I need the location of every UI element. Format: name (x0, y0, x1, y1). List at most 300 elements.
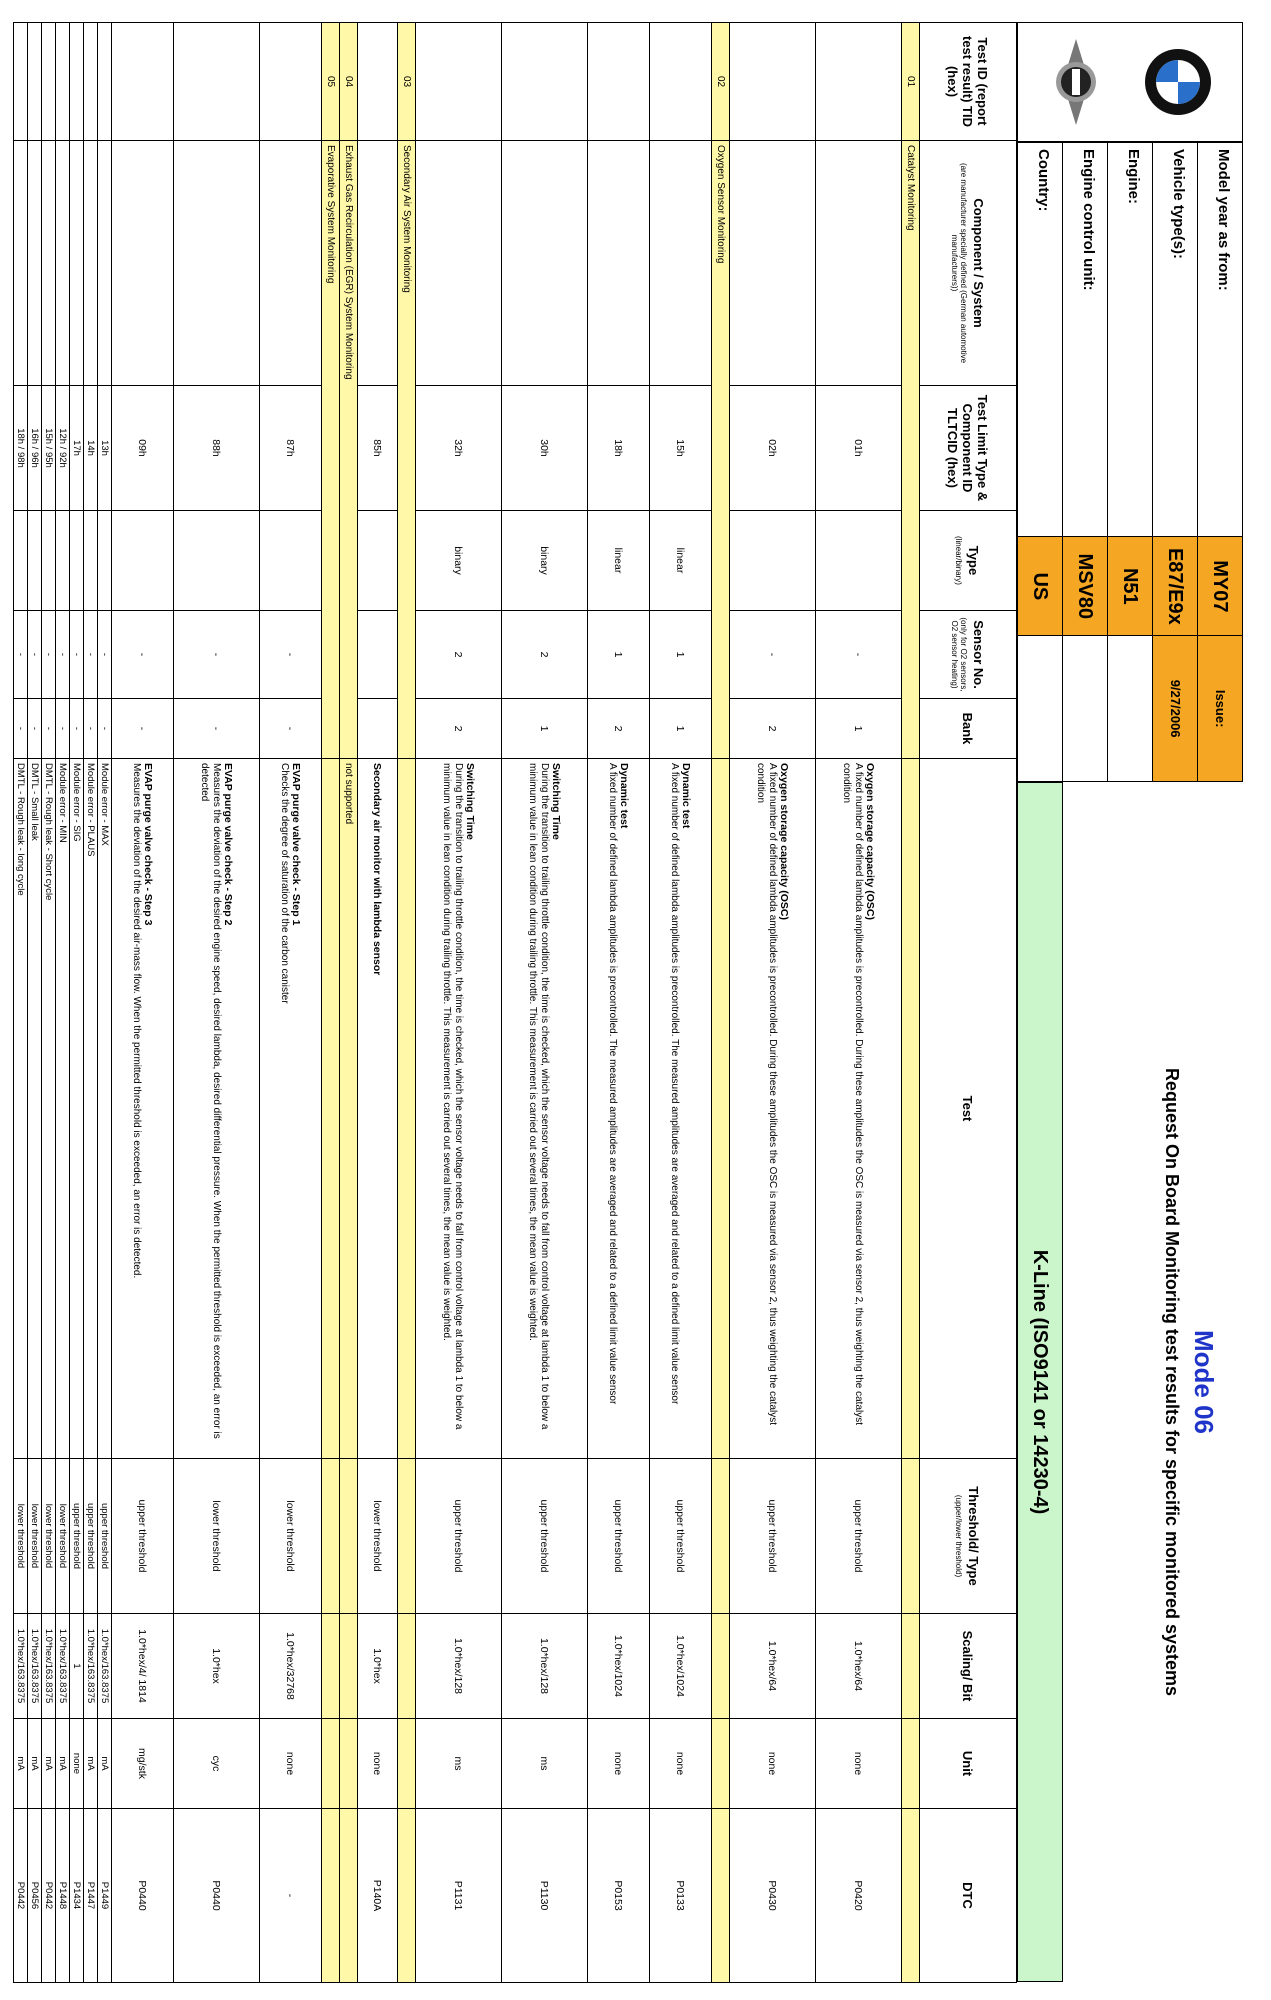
threshold-cell: upper threshold (84, 1459, 98, 1614)
unit-cell: none (588, 1719, 650, 1809)
column-header-label: Test (960, 1095, 976, 1122)
sensor-cell: - (112, 611, 174, 699)
empty-cell (358, 23, 398, 141)
empty-cell (502, 141, 588, 386)
test-description: During the transition to trailing throttle condition, the time is checked, which the sensor voltage needs to fall from control voltage at lambda 1 to below a minimum value in lean condition during trailing throttle. This measurement is carried out several times, the mean value is weighted. (441, 763, 465, 1430)
sensor-cell: 2 (416, 611, 502, 699)
test-cell (502, 759, 588, 1459)
empty-cell (98, 141, 112, 386)
scaling-cell: 1.0*hex (174, 1614, 260, 1719)
section-row (712, 23, 730, 1983)
test-description: A fixed number of defined lambda amplitudes is precontrolled. The measured amplitudes are averaged and related to a defined limit value sensor (607, 763, 619, 1405)
table-row (14, 23, 28, 1983)
empty-cell (42, 141, 56, 386)
test-title: Secondary air monitor with lambda sensor (371, 763, 384, 976)
table-row (84, 23, 98, 1983)
sensor-cell: 1 (650, 611, 712, 699)
column-header-note: (upper/lower threshold) (954, 1494, 964, 1578)
test-cell: Module error - MAX (98, 759, 112, 1459)
page-subtitle: Request On Board Monitoring test results for specific monitored systems (1162, 1067, 1182, 1697)
threshold-cell: lower threshold (14, 1459, 28, 1614)
sensor-cell (358, 611, 398, 699)
empty-cell (322, 1614, 340, 1719)
empty-cell (174, 141, 260, 386)
scaling-cell: 1.0*hex/128 (416, 1614, 502, 1719)
tltcid-cell: 15h (650, 386, 712, 511)
dtc-cell: P140A (358, 1809, 398, 1983)
tltcid-cell: 02h (730, 386, 816, 511)
empty-cell (588, 23, 650, 141)
test-cell: DMTL - Rough leak - long cycle (14, 759, 28, 1459)
dtc-cell: P0440 (112, 1809, 174, 1983)
section-component: Secondary Air System Monitoring (398, 141, 416, 759)
unit-cell: none (816, 1719, 902, 1809)
bank-cell: - (112, 699, 174, 759)
empty-cell (322, 1719, 340, 1809)
empty-cell (70, 141, 84, 386)
test-description: A fixed number of defined lambda amplitudes is precontrolled. During these amplitudes the OSC is measured via sensor 2, thus weighting the catalyst condition (755, 763, 779, 1426)
header-value: N51 (1108, 537, 1152, 636)
empty-cell (712, 1719, 730, 1809)
unit-cell: none (260, 1719, 322, 1809)
column-header (920, 141, 1017, 386)
empty-cell (902, 1614, 920, 1719)
empty-cell (340, 1459, 358, 1614)
column-header (920, 1809, 1017, 1983)
test-cell: DMTL - Small leak (28, 759, 42, 1459)
sensor-cell: - (816, 611, 902, 699)
test-description: Checks the degree of saturation of the carbon canister (279, 763, 291, 1004)
empty-cell (322, 1459, 340, 1614)
table-row (98, 23, 112, 1983)
mode06-table (13, 22, 1017, 1983)
header-extra (1063, 636, 1107, 781)
threshold-cell: lower threshold (174, 1459, 260, 1614)
test-title: EVAP purge valve check - Step 3 (142, 763, 155, 926)
bank-cell: 1 (502, 699, 588, 759)
empty-cell (398, 1614, 416, 1719)
section-tid: 04 (340, 23, 358, 141)
scaling-cell: 1.0*hex/163.8375 (56, 1614, 70, 1719)
header-area (1017, 22, 1243, 1982)
table-row (42, 23, 56, 1983)
tltcid-cell: 12h / 92h (56, 386, 70, 511)
test-cell: DMTL - Rough leak - Short cycle (42, 759, 56, 1459)
header-label: Country: (1018, 143, 1062, 537)
kline-banner: K-Line (ISO9141 or 14230-4) (1017, 782, 1063, 1982)
header-row (1107, 142, 1152, 782)
type-cell (56, 511, 70, 611)
scaling-cell: 1.0*hex/163.8375 (98, 1614, 112, 1719)
table-row (112, 23, 174, 1983)
table-row (816, 23, 902, 1983)
empty-cell (28, 141, 42, 386)
section-row (398, 23, 416, 1983)
dtc-cell: P1130 (502, 1809, 588, 1983)
dtc-cell: P0442 (42, 1809, 56, 1983)
threshold-cell: lower threshold (56, 1459, 70, 1614)
empty-cell (712, 1809, 730, 1983)
unit-cell: mA (42, 1719, 56, 1809)
column-header (920, 1719, 1017, 1809)
column-header-note: (only for O2 sensors, O2 sensor heating) (950, 617, 968, 692)
sensor-cell: - (56, 611, 70, 699)
tltcid-cell: 85h (358, 386, 398, 511)
bmw-logo (1144, 47, 1214, 117)
bank-cell (358, 699, 398, 759)
threshold-cell: upper threshold (98, 1459, 112, 1614)
empty-cell (588, 141, 650, 386)
test-cell (260, 759, 322, 1459)
empty-cell (84, 141, 98, 386)
bank-cell: 2 (588, 699, 650, 759)
header-row (1062, 142, 1107, 782)
type-cell (98, 511, 112, 611)
tltcid-cell: 18h (588, 386, 650, 511)
column-header-note: (are manufacturer specially defined (German automotive manufacturers)) (950, 162, 968, 364)
bank-cell: - (42, 699, 56, 759)
section-row (340, 23, 358, 1983)
unit-cell: cyc (174, 1719, 260, 1809)
sensor-cell: - (730, 611, 816, 699)
scaling-cell: 1 (70, 1614, 84, 1719)
scaling-cell: 1.0*hex/163.8375 (42, 1614, 56, 1719)
empty-cell (340, 1719, 358, 1809)
test-cell (174, 759, 260, 1459)
unit-cell: ms (416, 1719, 502, 1809)
bank-cell: - (84, 699, 98, 759)
column-header (920, 386, 1017, 511)
type-cell (84, 511, 98, 611)
type-cell: binary (502, 511, 588, 611)
table-row (358, 23, 398, 1983)
section-component: Evaporative System Monitoring (322, 141, 340, 759)
empty-cell (398, 1459, 416, 1614)
type-cell (112, 511, 174, 611)
table-body (14, 23, 920, 1983)
dtc-cell: P0133 (650, 1809, 712, 1983)
empty-cell (42, 23, 56, 141)
type-cell: linear (650, 511, 712, 611)
test-cell (358, 759, 398, 1459)
test-cell: Module error - SIG (70, 759, 84, 1459)
empty-cell (260, 141, 322, 386)
table-row (56, 23, 70, 1983)
test-title: Oxygen storage capacity (OSC) (778, 763, 791, 920)
test-description: A fixed number of defined lambda amplitudes is precontrolled. During these amplitudes the OSC is measured via sensor 2, thus weighting the catalyst condition (841, 763, 865, 1426)
dtc-cell: P0420 (816, 1809, 902, 1983)
table-row (502, 23, 588, 1983)
dtc-cell: P1131 (416, 1809, 502, 1983)
test-cell (588, 759, 650, 1459)
dtc-cell: P1447 (84, 1809, 98, 1983)
column-header-label: Bank (960, 712, 976, 745)
section-tid: 03 (398, 23, 416, 141)
column-header (920, 511, 1017, 611)
dtc-cell: P1448 (56, 1809, 70, 1983)
empty-cell (358, 141, 398, 386)
threshold-cell: upper threshold (70, 1459, 84, 1614)
page-title: Mode 06 (1189, 1329, 1219, 1435)
type-cell (730, 511, 816, 611)
tltcid-cell: 01h (816, 386, 902, 511)
unit-cell: none (70, 1719, 84, 1809)
bank-cell: 1 (816, 699, 902, 759)
threshold-cell: upper threshold (416, 1459, 502, 1614)
column-header (920, 759, 1017, 1459)
section-note (712, 759, 730, 1459)
header-extra: 9/27/2006 (1153, 636, 1197, 781)
section-note (398, 759, 416, 1459)
empty-cell (502, 23, 588, 141)
section-tid: 05 (322, 23, 340, 141)
header-extra (1018, 636, 1062, 781)
test-description: Measures the deviation of the desired engine speed, desired lambda, desired differential pressure. When the permitted threshold is exceeded, an error is detected (199, 763, 223, 1439)
column-header-label: Test Limit Type & Component ID TLTCID (hex) (945, 394, 991, 502)
bank-cell: - (260, 699, 322, 759)
unit-cell: none (730, 1719, 816, 1809)
threshold-cell: upper threshold (112, 1459, 174, 1614)
column-header-label: DTC (960, 1882, 976, 1909)
type-cell (14, 511, 28, 611)
empty-cell (902, 1459, 920, 1614)
bank-cell: - (98, 699, 112, 759)
empty-cell (70, 23, 84, 141)
column-header-label: Component / System (971, 198, 986, 328)
threshold-cell: upper threshold (816, 1459, 902, 1614)
dtc-cell: P0430 (730, 1809, 816, 1983)
empty-cell (650, 141, 712, 386)
threshold-cell: lower threshold (28, 1459, 42, 1614)
column-header (920, 1614, 1017, 1719)
dtc-cell: P0442 (14, 1809, 28, 1983)
section-component: Exhaust Gas Recirculation (EGR) System Monitoring (340, 141, 358, 759)
header-label: Vehicle type(s): (1153, 143, 1197, 537)
column-header-label: Sensor No. (971, 620, 986, 689)
test-cell (816, 759, 902, 1459)
header-value: MSV80 (1063, 537, 1107, 636)
scaling-cell: 1.0*hex/1024 (588, 1614, 650, 1719)
threshold-cell: upper threshold (588, 1459, 650, 1614)
header-extra: Issue: (1198, 636, 1242, 781)
bank-cell: 2 (730, 699, 816, 759)
bank-cell: 2 (416, 699, 502, 759)
unit-cell: mA (84, 1719, 98, 1809)
section-tid: 02 (712, 23, 730, 141)
document-frame (15, 22, 1243, 1982)
table-row (260, 23, 322, 1983)
unit-cell: mg/stk (112, 1719, 174, 1809)
threshold-cell: upper threshold (730, 1459, 816, 1614)
unit-cell: mA (28, 1719, 42, 1809)
type-cell: linear (588, 511, 650, 611)
test-description: A fixed number of defined lambda amplitudes is precontrolled. The measured amplitudes are averaged and related to a defined limit value sensor (669, 763, 681, 1405)
type-cell (358, 511, 398, 611)
tltcid-cell: 14h (84, 386, 98, 511)
empty-cell (260, 23, 322, 141)
test-title: EVAP purge valve check - Step 1 (290, 763, 303, 926)
bank-cell: - (174, 699, 260, 759)
test-description: Measures the deviation of the desired air-mass flow. When the permitted threshold is exceeded, an error is detected. (131, 763, 143, 1279)
threshold-cell: upper threshold (650, 1459, 712, 1614)
unit-cell: mA (56, 1719, 70, 1809)
type-cell (28, 511, 42, 611)
column-header-label: Scaling/ Bit (960, 1630, 976, 1702)
section-note (322, 759, 340, 1459)
test-description: During the transition to trailing throttle condition, the time is checked, which the sensor voltage needs to fall from control voltage at lambda 1 to below a minimum value in lean condition during trailing throttle. This measurement is carried out several times, the mean value is weighted. (527, 763, 551, 1430)
empty-cell (98, 23, 112, 141)
column-header-label: Type (966, 545, 982, 576)
threshold-cell: lower threshold (42, 1459, 56, 1614)
sensor-cell: - (70, 611, 84, 699)
bank-cell: 1 (650, 699, 712, 759)
section-note: not supported (340, 759, 358, 1459)
section-note (902, 759, 920, 1459)
empty-cell (902, 1809, 920, 1983)
sensor-cell: - (174, 611, 260, 699)
test-title: Oxygen storage capacity (OSC) (864, 763, 877, 920)
unit-cell: mA (98, 1719, 112, 1809)
tltcid-cell: 88h (174, 386, 260, 511)
type-cell: binary (416, 511, 502, 611)
section-component: Catalyst Monitoring (902, 141, 920, 759)
test-cell (730, 759, 816, 1459)
empty-cell (84, 23, 98, 141)
scaling-cell: 1.0*hex/1024 (650, 1614, 712, 1719)
threshold-cell: lower threshold (260, 1459, 322, 1614)
type-cell (816, 511, 902, 611)
empty-cell (398, 1719, 416, 1809)
empty-cell (28, 23, 42, 141)
header-label: Engine: (1108, 143, 1152, 537)
header-value: E87/E9x (1153, 537, 1197, 636)
test-cell: Module error - MIN (56, 759, 70, 1459)
dtc-cell: P1434 (70, 1809, 84, 1983)
empty-cell (112, 141, 174, 386)
tltcid-cell: 30h (502, 386, 588, 511)
scaling-cell: 1.0*hex/32768 (260, 1614, 322, 1719)
column-header (920, 23, 1017, 141)
empty-cell (398, 1809, 416, 1983)
sensor-cell: - (98, 611, 112, 699)
sensor-cell: - (14, 611, 28, 699)
dtc-cell: P0440 (174, 1809, 260, 1983)
dtc-cell: - (260, 1809, 322, 1983)
table-row (650, 23, 712, 1983)
empty-cell (340, 1614, 358, 1719)
column-header (920, 611, 1017, 699)
test-cell (112, 759, 174, 1459)
header-row (1017, 142, 1062, 782)
empty-cell (712, 1614, 730, 1719)
column-header-note: (linear/binary) (954, 536, 964, 585)
section-tid: 01 (902, 23, 920, 141)
tltcid-cell: 87h (260, 386, 322, 511)
table-row (416, 23, 502, 1983)
empty-cell (14, 23, 28, 141)
tltcid-cell: 13h (98, 386, 112, 511)
test-title: Dynamic test (618, 763, 631, 829)
empty-cell (56, 141, 70, 386)
scaling-cell: 1.0*hex/128 (502, 1614, 588, 1719)
tltcid-cell: 18h / 98h (14, 386, 28, 511)
test-cell: Module error - PLAUS (84, 759, 98, 1459)
dtc-cell: P0456 (28, 1809, 42, 1983)
sensor-cell: - (84, 611, 98, 699)
header-label: Model year as from: (1198, 143, 1242, 537)
test-title: Switching Time (550, 763, 563, 840)
empty-cell (340, 1809, 358, 1983)
scaling-cell: 1.0*hex (358, 1614, 398, 1719)
unit-cell: none (650, 1719, 712, 1809)
header-row (1152, 142, 1197, 782)
header-label: Engine control unit: (1063, 143, 1107, 537)
empty-cell (650, 23, 712, 141)
column-header-label: Threshold/ Type (966, 1486, 982, 1586)
table-row (174, 23, 260, 1983)
empty-cell (14, 141, 28, 386)
table-row (730, 23, 816, 1983)
empty-cell (816, 23, 902, 141)
type-cell (260, 511, 322, 611)
mini-logo (1047, 37, 1107, 127)
sensor-cell: - (28, 611, 42, 699)
test-cell (650, 759, 712, 1459)
empty-cell (174, 23, 260, 141)
header-row (1197, 142, 1243, 782)
table-row (588, 23, 650, 1983)
scaling-cell: 1.0*hex/64 (730, 1614, 816, 1719)
bank-cell: - (28, 699, 42, 759)
bank-cell: - (14, 699, 28, 759)
empty-cell (712, 1459, 730, 1614)
threshold-cell: lower threshold (358, 1459, 398, 1614)
empty-cell (730, 23, 816, 141)
scaling-cell: 1.0*hex/4/ 1814 (112, 1614, 174, 1719)
unit-cell: none (358, 1719, 398, 1809)
header-value: MY07 (1198, 537, 1242, 636)
scaling-cell: 1.0*hex/163.8375 (28, 1614, 42, 1719)
table-row (70, 23, 84, 1983)
empty-cell (416, 141, 502, 386)
tltcid-cell: 09h (112, 386, 174, 511)
logo-column (1017, 22, 1243, 142)
bank-cell: - (70, 699, 84, 759)
header-info (1017, 142, 1243, 782)
threshold-cell: upper threshold (502, 1459, 588, 1614)
test-title: EVAP purge valve check - Step 2 (222, 763, 235, 926)
scaling-cell: 1.0*hex/163.8375 (84, 1614, 98, 1719)
dtc-cell: P1449 (98, 1809, 112, 1983)
tltcid-cell: 15h / 95h (42, 386, 56, 511)
sensor-cell: - (42, 611, 56, 699)
scaling-cell: 1.0*hex/64 (816, 1614, 902, 1719)
empty-cell (56, 23, 70, 141)
header-value: US (1018, 537, 1062, 636)
empty-cell (112, 23, 174, 141)
test-title: Switching Time (464, 763, 477, 840)
empty-cell (902, 1719, 920, 1809)
title-block (1017, 782, 1243, 1982)
dtc-cell: P0153 (588, 1809, 650, 1983)
tltcid-cell: 16h / 96h (28, 386, 42, 511)
section-row (322, 23, 340, 1983)
empty-cell (416, 23, 502, 141)
column-header (920, 699, 1017, 759)
empty-cell (730, 141, 816, 386)
unit-cell: mA (14, 1719, 28, 1809)
test-cell (416, 759, 502, 1459)
